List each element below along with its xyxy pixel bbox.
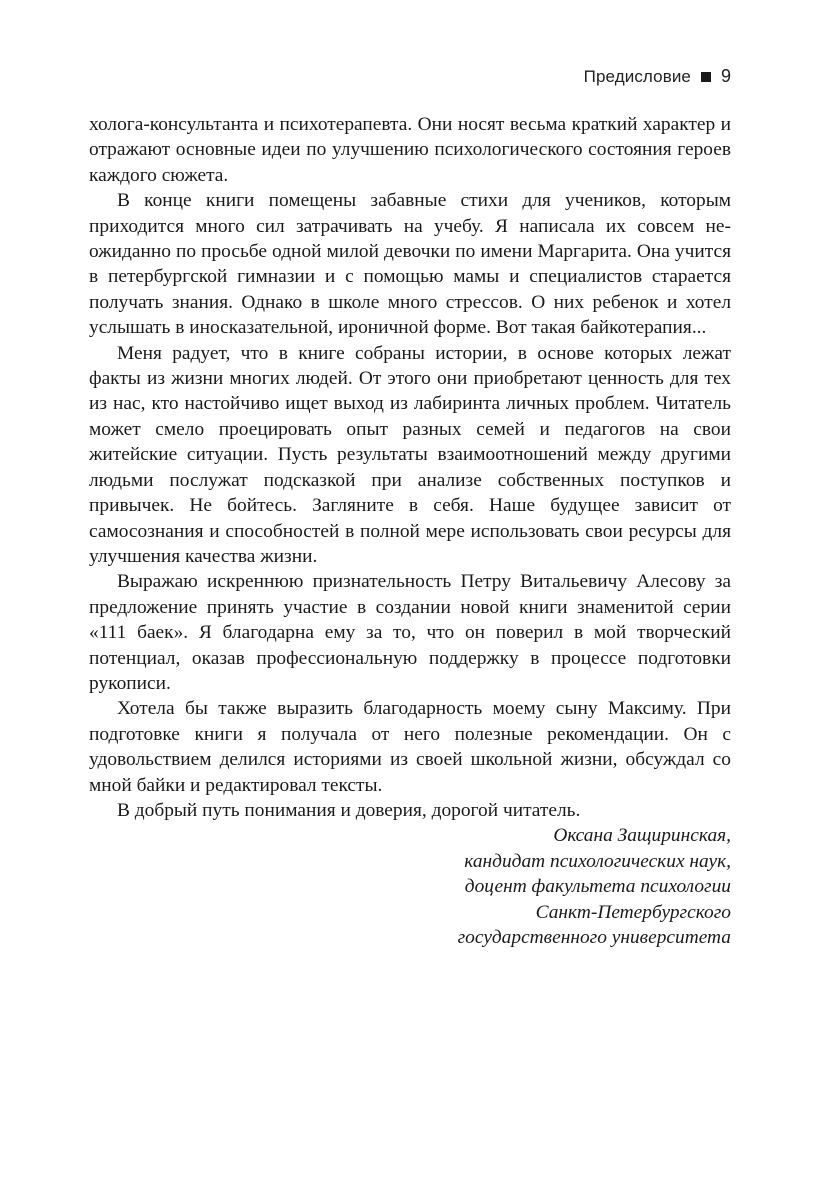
paragraph: Меня радует, что в книге собраны истории, в основе которых лежат факты из жизни многих людей. От этого они приобретают ценность для тех из нас, кто настойчиво ищет выход из лабиринта личных проблем. Читатель может смело проецировать опыт разных семей и педагогов на свои житейские ситуации. Пусть результаты взаимоотношений между другими людьми послужат подсказкой при анализе собственных поступков и привычек. Не бойтесь. Загляните в себя. Наше будущее зависит от самосознания и способностей в полной мере использовать свои ресурсы для улучшения качества жизни. — [89, 342, 731, 567]
running-head — [584, 66, 731, 87]
author-position: доцент факультета психологии — [464, 876, 731, 898]
paragraph: холога-консультанта и психотерапевта. Они носят весьма краткий характер и отражают основные идеи по улучшению психологического состояния героев каждого сюжета. — [89, 114, 731, 186]
paragraph: В конце книги помещены забавные стихи для учеников, которым приходится много сил затрачивать на учебу. Я написала их совсем неожиданно по просьбе одной милой девочки по имени Маргарита. Она учится в петербургской гимназии и с помощью мамы и специалистов старается получать знания. Однако в школе много стрессов. О них ребенок и хотел услышать в иносказательной, ироничной форме. Вот такая байкотерапия... — [89, 190, 731, 339]
author-university-line2: государственного университета — [457, 927, 731, 948]
author-signature — [89, 823, 731, 950]
author-university-line1: Санкт-Петербургского — [535, 901, 731, 923]
square-bullet-icon — [701, 72, 711, 82]
author-degree: кандидат психологических наук, — [464, 850, 731, 872]
page-number: 9 — [720, 66, 731, 86]
body-text — [89, 112, 731, 950]
paragraph: В добрый путь понимания и доверия, дорогой читатель. — [117, 799, 581, 821]
section-title: Предисловие — [583, 66, 691, 86]
paragraph: Хотела бы также выразить благодарность моему сыну Максиму. При подготовке книги я получала от него полезные рекомендации. Он с удовольствием делился историями из своей школьной жизни, обсуждал со мной байки и редактировал тексты. — [89, 698, 731, 796]
author-name: Оксана Защиринская, — [553, 825, 731, 847]
paragraph: Выражаю искреннюю признательность Петру Витальевичу Алесову за предложение принять участие в создании новой книги знаменитой серии «111 баек». Я благодарна ему за то, что он поверил в мой творческий потенциал, оказав профессиональную поддержку в процессе подготовки рукописи. — [89, 571, 731, 694]
